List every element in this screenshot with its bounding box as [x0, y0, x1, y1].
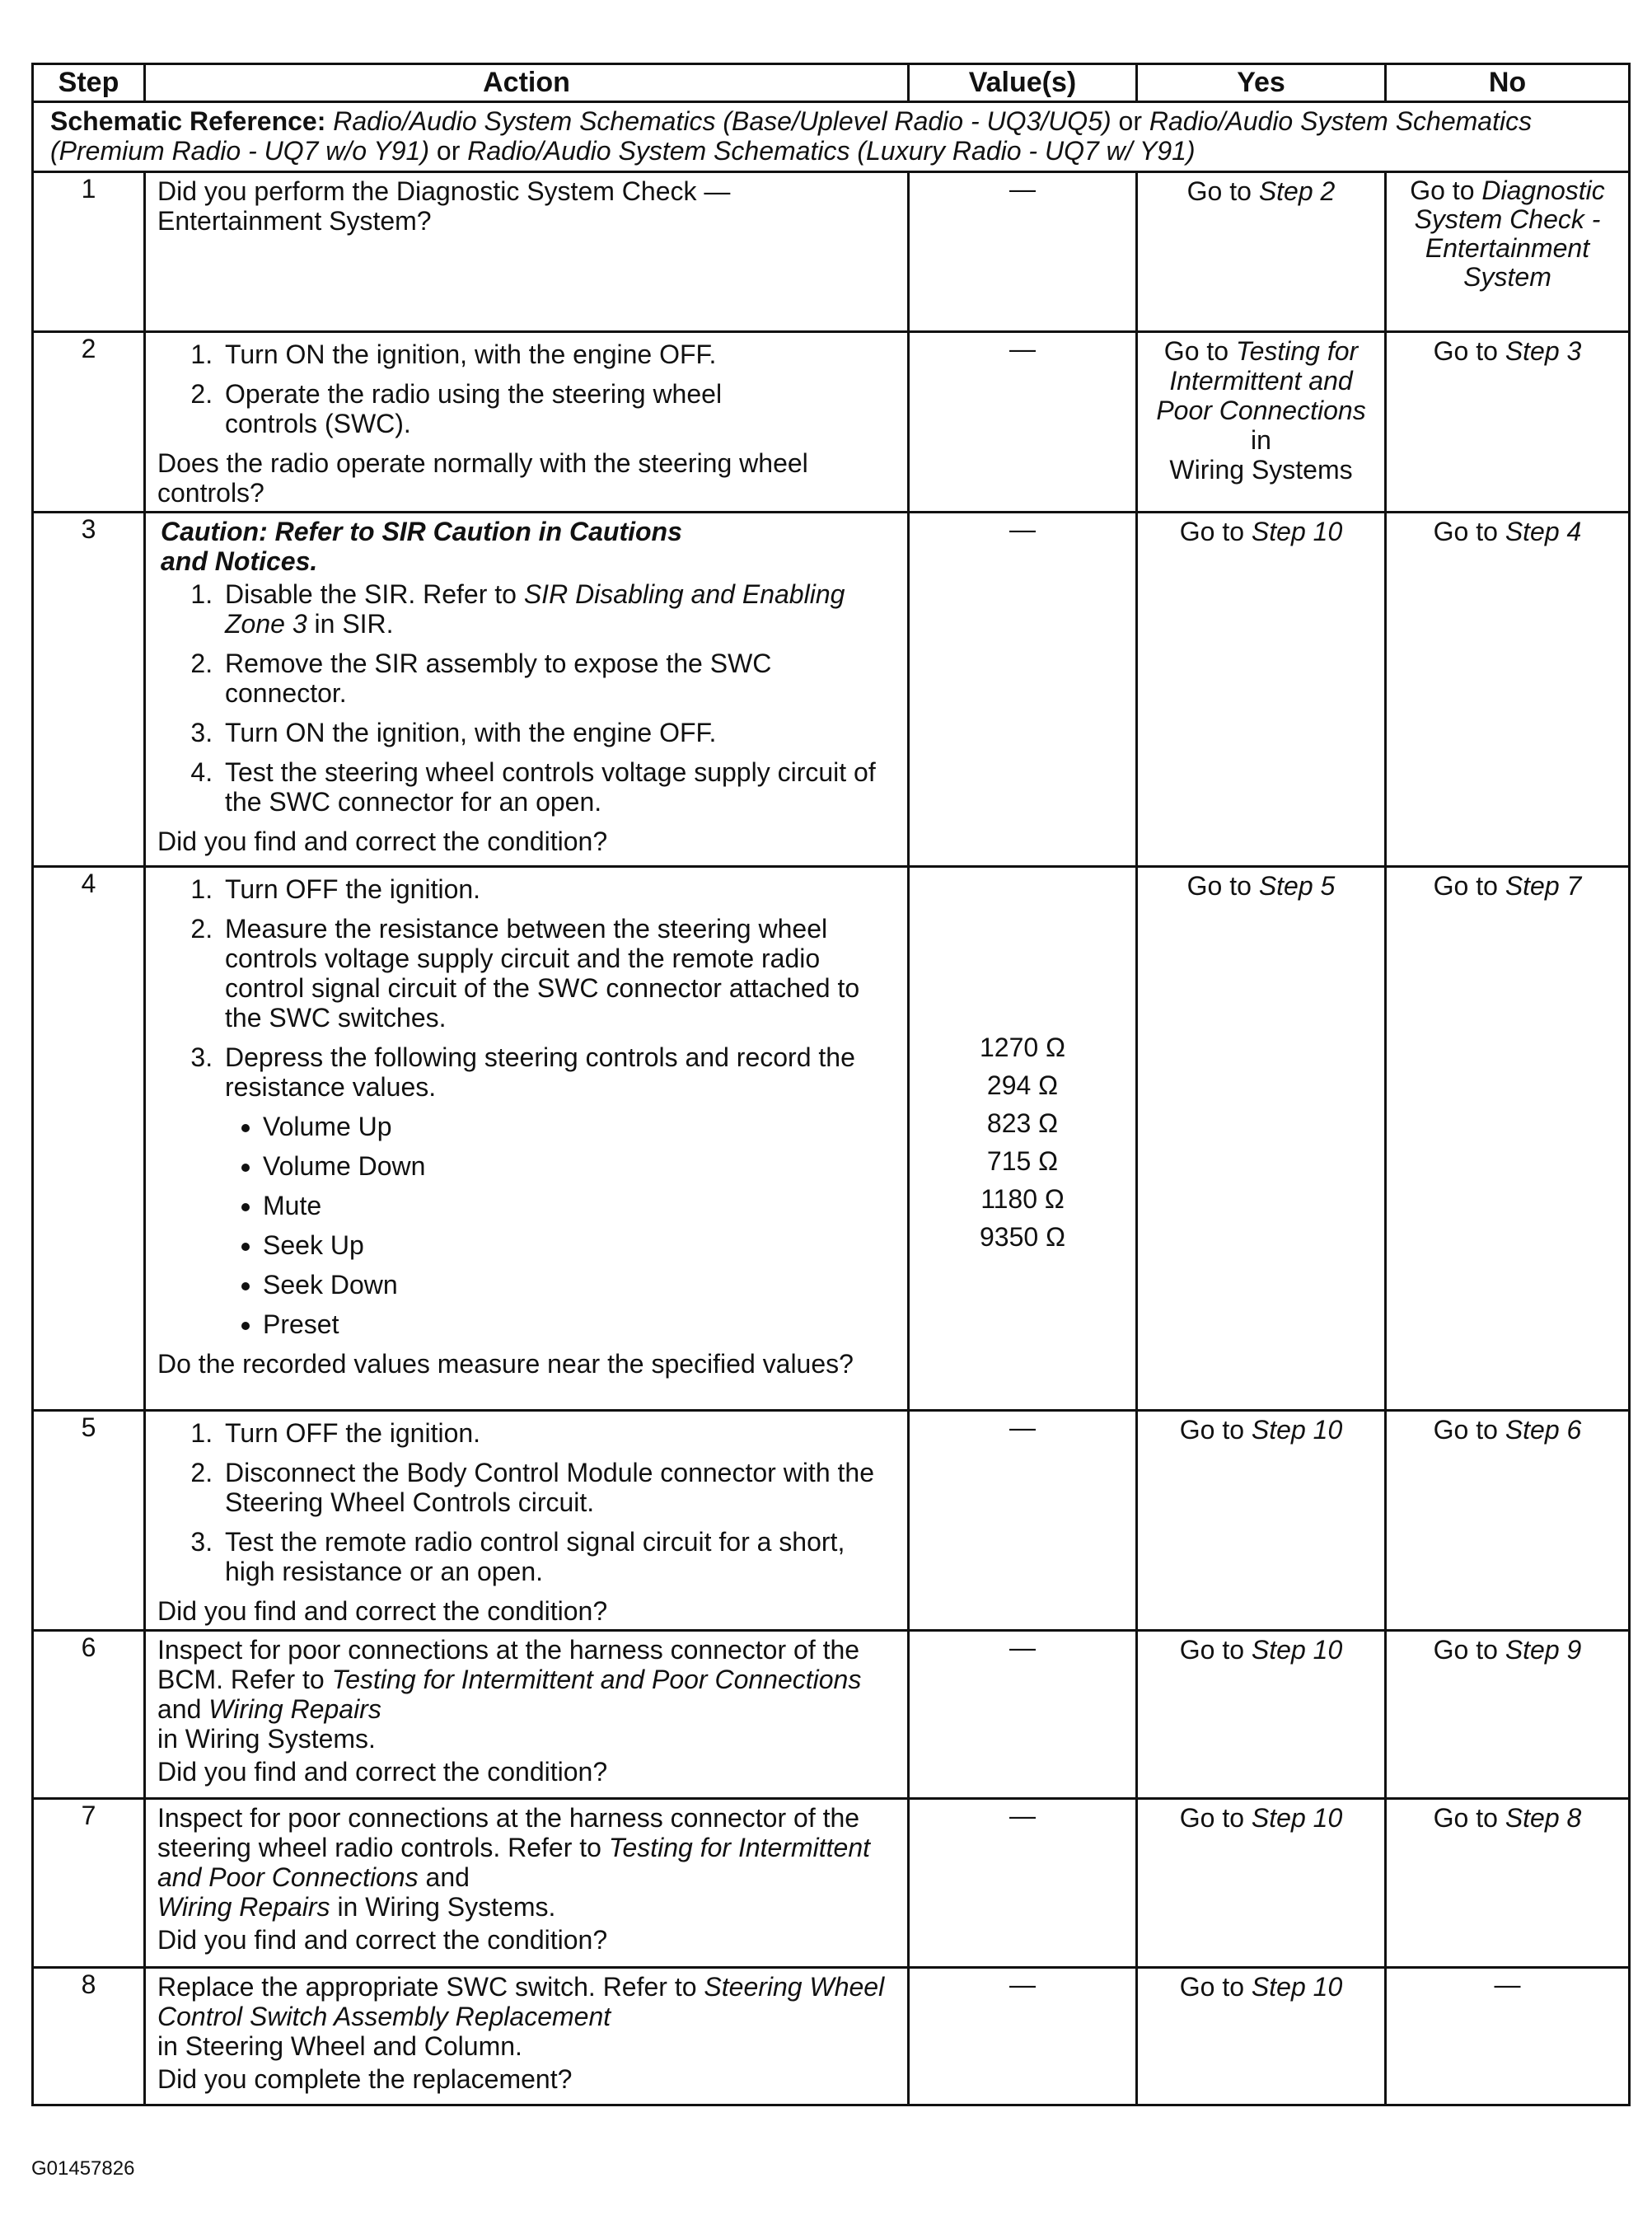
step-instruction: Replace the appropriate SWC switch. Refer to Steering Wheel Control Switch Assembly Replacement in Steering Wheel and Column. — [157, 1972, 885, 2061]
step-number: 7 — [33, 1799, 145, 1968]
value-dash: — — [1009, 1969, 1036, 1999]
no-link[interactable]: Step 6 — [1505, 1415, 1582, 1445]
step-action — [145, 1968, 909, 2105]
yes-prefix: Go to — [1179, 517, 1252, 546]
diagnostic-document — [31, 63, 1628, 2106]
control-item: • Seek Down — [263, 1270, 896, 1300]
step-action — [145, 1411, 909, 1631]
step-yes — [1137, 1799, 1386, 1968]
step-yes — [1137, 867, 1386, 1411]
yes-prefix: Go to — [1179, 1635, 1252, 1665]
step-number: 1 — [33, 172, 145, 332]
instruction-item: 1. Turn ON the ignition, with the engine OFF. — [220, 340, 896, 369]
step-instructions — [157, 1418, 896, 1586]
schematic-or-1: or — [1111, 106, 1149, 136]
step-yes — [1137, 513, 1386, 867]
control-list — [157, 1112, 896, 1339]
instruction-item: 3. Test the remote radio control signal circuit for a short, high resistance or an open. — [220, 1527, 896, 1586]
instruction-item: 1. Turn OFF the ignition. — [220, 874, 896, 904]
header-no: No — [1386, 64, 1630, 102]
no-dash: — — [1494, 1969, 1521, 1999]
step-question: Did you find and correct the condition? — [157, 1757, 608, 1787]
value-dash: — — [1009, 1632, 1036, 1662]
step-value — [909, 513, 1137, 867]
step-question: Do the recorded values measure near the specified values? — [157, 1349, 854, 1379]
instruction-link[interactable]: Testing for Intermittent and Poor Connections — [331, 1665, 862, 1694]
step-no — [1386, 867, 1630, 1411]
step-action — [145, 332, 909, 513]
step-question: Did you complete the replacement? — [157, 2064, 573, 2094]
instruction-item: 2. Disconnect the Body Control Module connector with the Steering Wheel Controls circuit. — [220, 1458, 896, 1517]
yes-link[interactable]: Step 10 — [1251, 1635, 1343, 1665]
step-instructions — [157, 340, 896, 438]
value-dash: — — [1009, 334, 1036, 363]
step-values — [909, 867, 1137, 1411]
step-action — [145, 867, 909, 1411]
step-instruction: Inspect for poor connections at the harness connector of the steering wheel radio controls. Refer to Testing for Intermittent and Poor Connections and Wiring Repairs in Wiring Systems. — [157, 1803, 871, 1922]
step-no — [1386, 172, 1630, 332]
yes-wiring: Wiring Systems — [1169, 455, 1353, 485]
control-item: • Preset — [263, 1309, 896, 1339]
step-action — [145, 1799, 909, 1968]
no-prefix: Go to — [1433, 336, 1505, 366]
no-prefix: Go to — [1433, 517, 1505, 546]
yes-link[interactable]: Step 10 — [1251, 1972, 1343, 2002]
no-prefix: Go to — [1433, 1635, 1505, 1665]
value-dash: — — [1009, 174, 1036, 204]
instruction-item: 1. Disable the SIR. Refer to SIR Disabling and Enabling Zone 3 in SIR. — [220, 579, 896, 639]
instruction-link[interactable]: SIR Disabling and Enabling Zone 3 — [225, 579, 845, 639]
step-question: Does the radio operate normally with the steering wheel controls? — [157, 448, 808, 508]
instruction-item: 2. Measure the resistance between the steering wheel controls voltage supply circuit and the remote radio control signal circuit of the SWC connector attached to the SWC switches. — [220, 914, 896, 1033]
resistance-value: 1180 Ω — [980, 1184, 1065, 1214]
step-question: Did you find and correct the condition? — [157, 827, 608, 856]
no-prefix: Go to — [1433, 1803, 1505, 1833]
schematic-label: Schematic Reference: — [50, 106, 326, 136]
instruction-item: 2. Remove the SIR assembly to expose the SWC connector. — [220, 649, 896, 708]
no-prefix: Go to — [1433, 871, 1505, 901]
step-instruction: Inspect for poor connections at the harness connector of the BCM. Refer to Testing for Intermittent and Poor Connections and Wiring Repairs in Wiring Systems. — [157, 1635, 862, 1754]
step-no — [1386, 332, 1630, 513]
header-row — [33, 64, 1630, 102]
yes-prefix: Go to — [1186, 176, 1259, 206]
schematic-ref-2: Radio/Audio System Schematics (Premium Radio - UQ7 w/o Y91) — [50, 106, 1533, 166]
step-value — [909, 332, 1137, 513]
step-no — [1386, 1631, 1630, 1799]
yes-link[interactable]: Testing for Intermittent and Poor Connections — [1156, 336, 1366, 425]
instruction-item: 1. Turn OFF the ignition. — [220, 1418, 896, 1448]
step-row-4 — [33, 867, 1630, 1411]
no-link[interactable]: Diagnostic System Check - Entertainment System — [1414, 176, 1605, 292]
step-row-3 — [33, 513, 1630, 867]
control-item: • Volume Up — [263, 1112, 896, 1141]
step-action — [145, 172, 909, 332]
step-value — [909, 1411, 1137, 1631]
no-prefix: Go to — [1410, 176, 1482, 205]
header-action: Action — [145, 64, 909, 102]
no-link[interactable]: Step 8 — [1505, 1803, 1582, 1833]
step-question: Did you perform the Diagnostic System Check — Entertainment System? — [157, 176, 731, 236]
no-link[interactable]: Step 9 — [1505, 1635, 1582, 1665]
yes-link[interactable]: Step 5 — [1258, 871, 1336, 901]
step-row-6 — [33, 1631, 1630, 1799]
yes-link[interactable]: Step 10 — [1251, 1415, 1343, 1445]
value-dash: — — [1009, 514, 1036, 544]
yes-link[interactable]: Step 10 — [1251, 1803, 1343, 1833]
yes-link[interactable]: Step 10 — [1251, 517, 1343, 546]
yes-prefix: Go to — [1163, 336, 1236, 366]
step-number: 2 — [33, 332, 145, 513]
yes-prefix: Go to — [1179, 1803, 1252, 1833]
control-item: • Volume Down — [263, 1151, 896, 1181]
no-link[interactable]: Step 7 — [1505, 871, 1582, 901]
schematic-or-2: or — [429, 136, 468, 166]
step-number: 4 — [33, 867, 145, 1411]
caution-note: Caution: Refer to SIR Caution in Cautions and Notices. — [161, 517, 682, 576]
instruction-link[interactable]: Wiring Repairs — [157, 1892, 330, 1922]
step-question: Did you find and correct the condition? — [157, 1925, 608, 1955]
step-action — [145, 1631, 909, 1799]
schematic-reference — [33, 102, 1630, 172]
step-row-5 — [33, 1411, 1630, 1631]
step-row-2 — [33, 332, 1630, 513]
step-number: 6 — [33, 1631, 145, 1799]
step-value — [909, 1631, 1137, 1799]
diagnostic-table — [31, 63, 1631, 2106]
figure-id: G01457826 — [31, 2157, 135, 2180]
control-item: • Seek Up — [263, 1230, 896, 1260]
no-link[interactable]: Step 4 — [1505, 517, 1582, 546]
resistance-values — [910, 1033, 1135, 1252]
instruction-link[interactable]: Testing for Intermittent and Poor Connections — [157, 1833, 871, 1892]
step-yes — [1137, 1411, 1386, 1631]
step-row-1 — [33, 172, 1630, 332]
instruction-item: 3. Depress the following steering controls and record the resistance values. — [220, 1042, 896, 1102]
step-no — [1386, 513, 1630, 867]
yes-link[interactable]: Step 2 — [1258, 176, 1336, 206]
step-yes — [1137, 1631, 1386, 1799]
instruction-link[interactable]: Steering Wheel Control Switch Assembly Replacement — [157, 1972, 885, 2031]
resistance-value: 823 Ω — [986, 1108, 1059, 1138]
resistance-value: 9350 Ω — [980, 1222, 1065, 1252]
step-number: 3 — [33, 513, 145, 867]
resistance-value: 1270 Ω — [980, 1033, 1065, 1062]
step-number: 5 — [33, 1411, 145, 1631]
step-row-8 — [33, 1968, 1630, 2105]
step-value — [909, 172, 1137, 332]
yes-prefix: Go to — [1179, 1415, 1252, 1445]
step-no — [1386, 1799, 1630, 1968]
step-action — [145, 513, 909, 867]
no-prefix: Go to — [1433, 1415, 1505, 1445]
yes-in: in — [1251, 425, 1271, 455]
step-instructions — [157, 874, 896, 1102]
resistance-value: 294 Ω — [986, 1070, 1059, 1100]
resistance-value: 715 Ω — [986, 1146, 1059, 1176]
step-value — [909, 1799, 1137, 1968]
step-number: 8 — [33, 1968, 145, 2105]
schematic-row — [33, 102, 1630, 172]
step-yes — [1137, 1968, 1386, 2105]
header-step: Step — [33, 64, 145, 102]
control-item: • Mute — [263, 1191, 896, 1220]
yes-prefix: Go to — [1179, 1972, 1252, 2002]
step-no — [1386, 1968, 1630, 2105]
step-instructions — [157, 579, 896, 817]
step-yes — [1137, 172, 1386, 332]
value-dash: — — [1009, 1412, 1036, 1442]
header-values: Value(s) — [909, 64, 1137, 102]
instruction-item: 4. Test the steering wheel controls voltage supply circuit of the SWC connector for an open. — [220, 757, 896, 817]
step-question: Did you find and correct the condition? — [157, 1596, 608, 1626]
step-yes — [1137, 332, 1386, 513]
value-dash: — — [1009, 1801, 1036, 1830]
step-row-7 — [33, 1799, 1630, 1968]
yes-prefix: Go to — [1186, 871, 1259, 901]
instruction-item: 3. Turn ON the ignition, with the engine OFF. — [220, 718, 896, 747]
instruction-item: 2. Operate the radio using the steering wheel controls (SWC). — [220, 379, 896, 438]
header-yes: Yes — [1137, 64, 1386, 102]
schematic-ref-3: Radio/Audio System Schematics (Luxury Radio - UQ7 w/ Y91) — [467, 136, 1196, 166]
schematic-ref-1: Radio/Audio System Schematics (Base/Uplevel Radio - UQ3/UQ5) — [333, 106, 1111, 136]
instruction-link[interactable]: Wiring Repairs — [208, 1694, 381, 1724]
step-value — [909, 1968, 1137, 2105]
no-link[interactable]: Step 3 — [1505, 336, 1582, 366]
step-no — [1386, 1411, 1630, 1631]
